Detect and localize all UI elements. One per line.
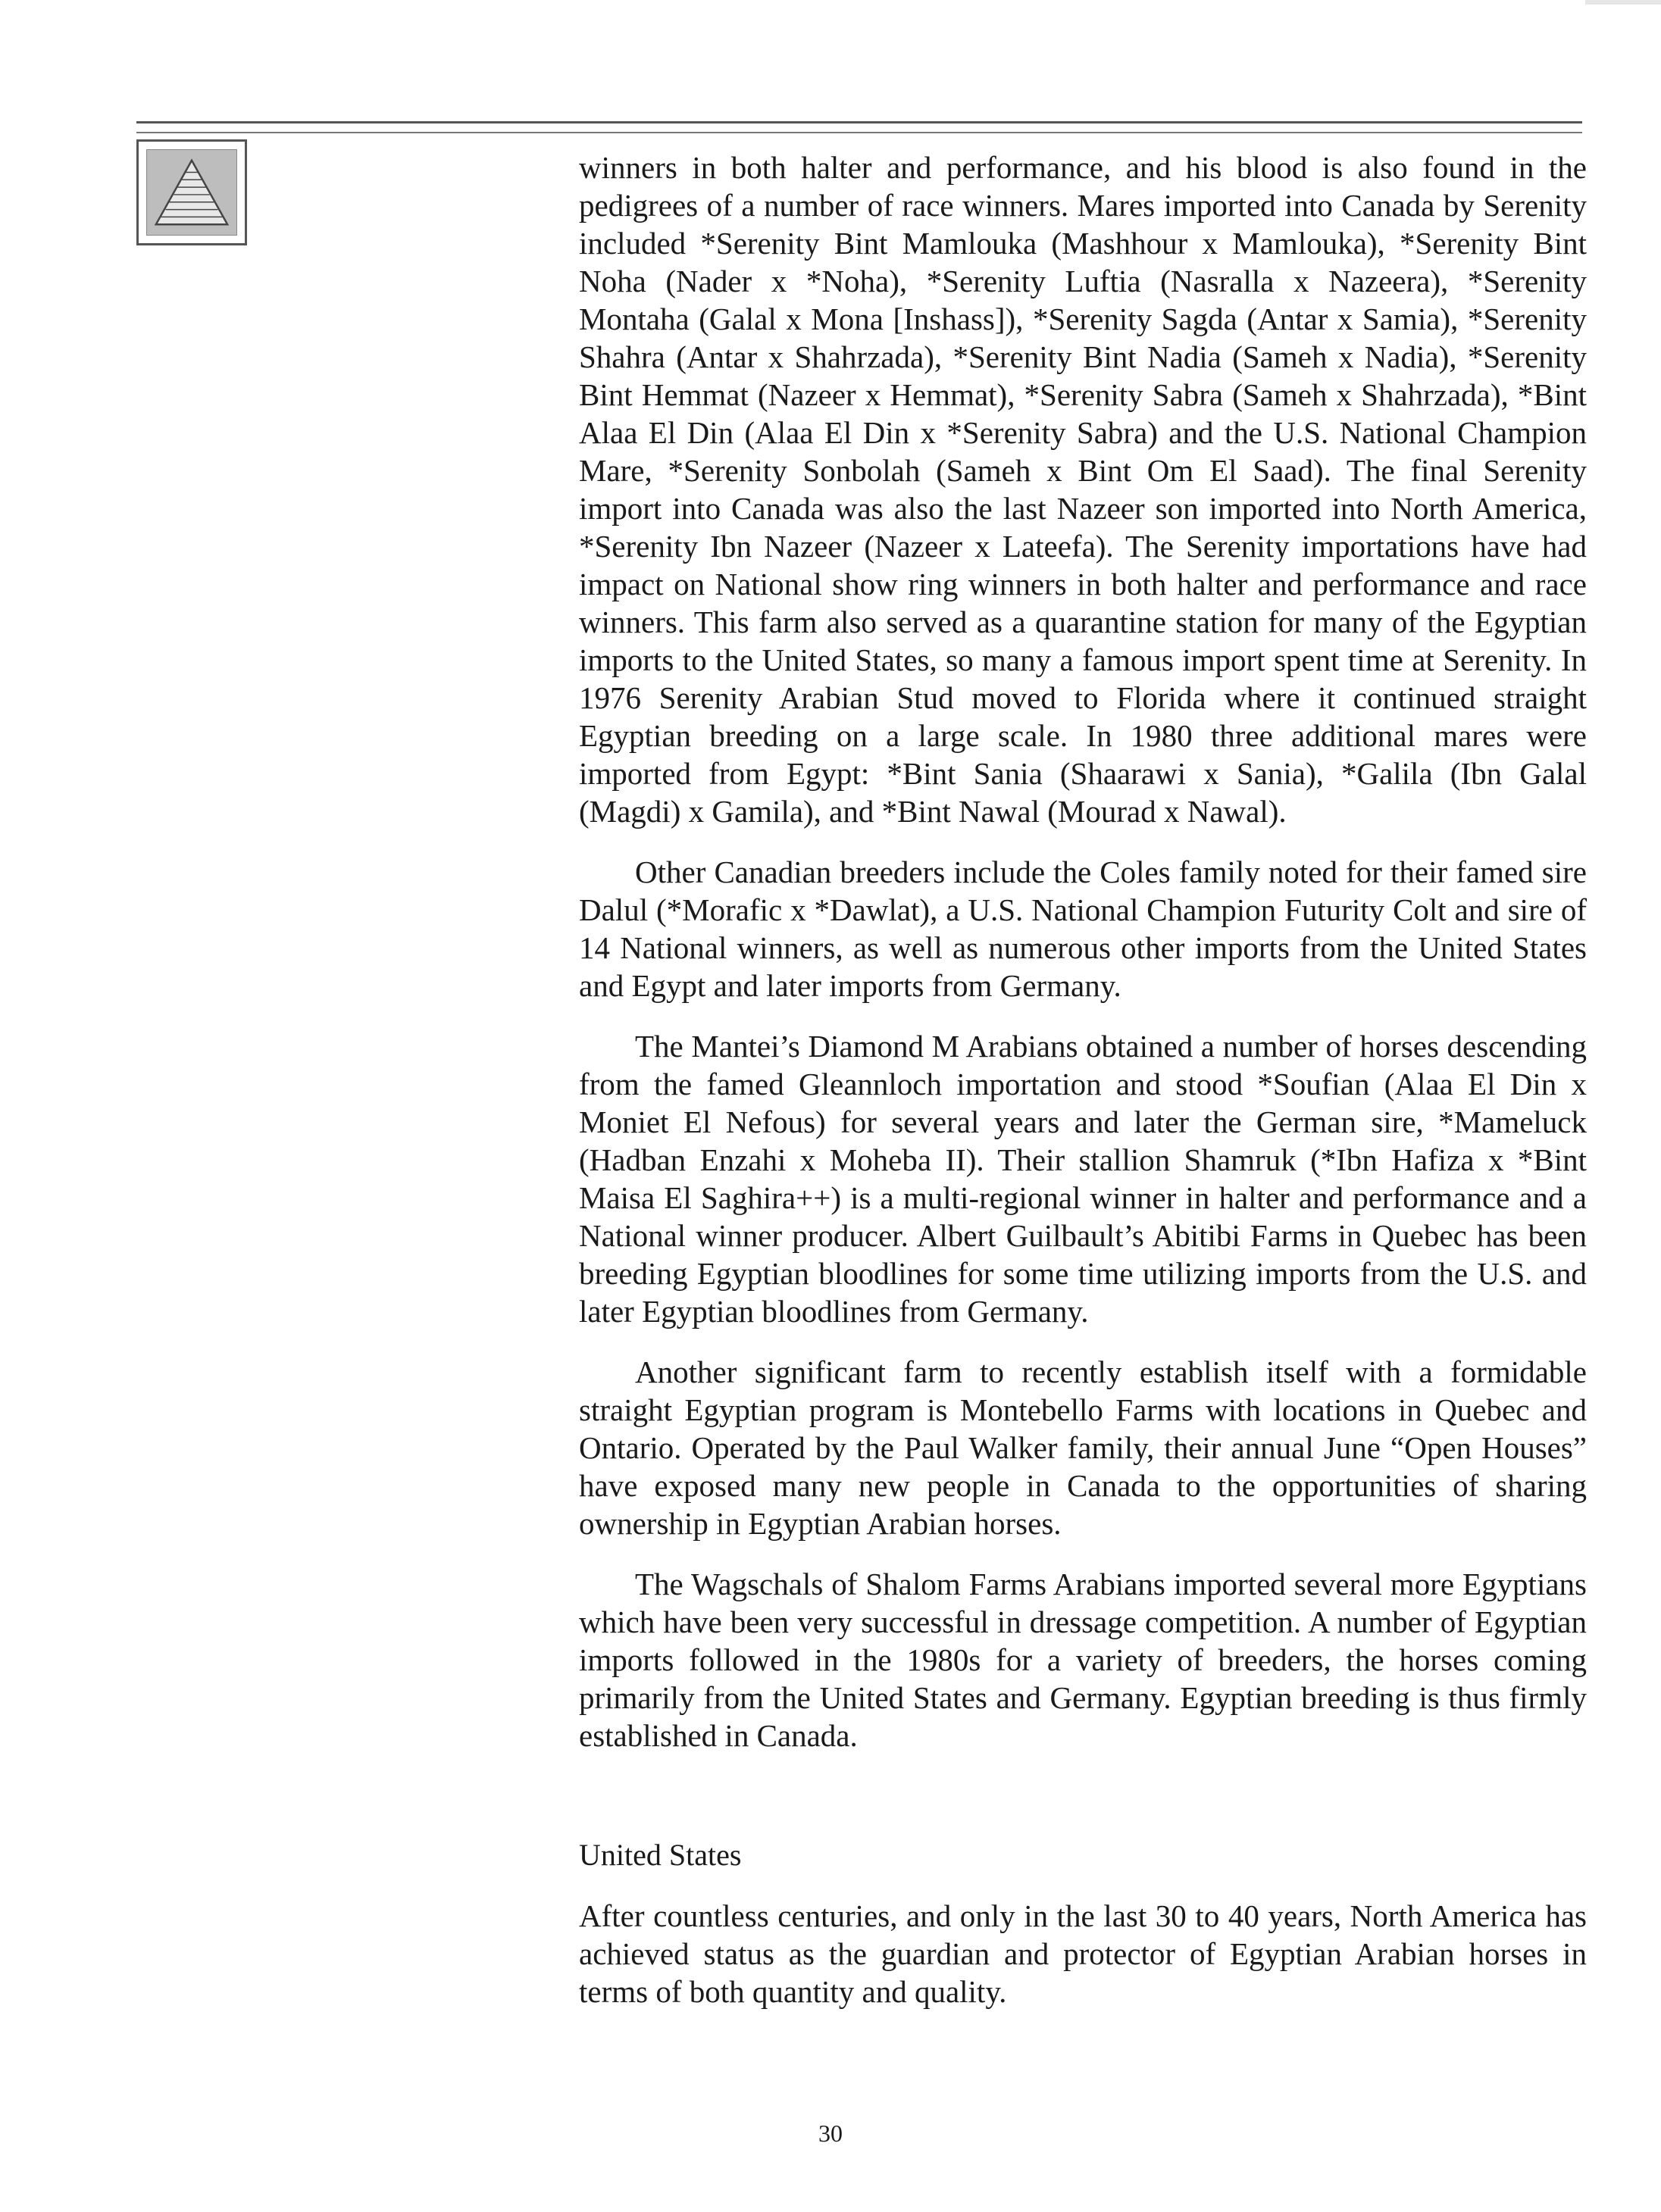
body-paragraph-diamond-m: The Mantei’s Diamond M Arabians obtained a number of horses descending from the famed Gleannloch importation and stood *Soufian (Alaa El Din x Moniet El Nefous) for several years and later the German sire, *Mameluck (Hadban Enzahi x Moheba II). Their stallion Shamruk (*Ibn Hafiza x *Bint Maisa El Saghira++) is a multi-regional winner in halter and performance and a National winner producer. Albert Guilbault’s Abitibi Farms in Quebec has been breeding Egyptian bloodlines for some time utilizing imports from the U.S. and later Egyptian bloodlines from Germany. xyxy=(579,1029,1587,1329)
header-rule-top xyxy=(136,121,1582,123)
pyramid-icon xyxy=(146,149,237,236)
body-paragraph-coles-family: Other Canadian breeders include the Coles family noted for their famed sire Dalul (*Morafic x *Dawlat), a U.S. National Champion Futurity Colt and sire of 14 National winners, as well as numerous other imports from the United States and Egypt and later imports from Germany. xyxy=(579,854,1587,1003)
body-paragraph-united-states: After countless centuries, and only in the last 30 to 40 years, North America has achieved status as the guardian and protector of Egyptian Arabian horses in terms of both quantity and quality. xyxy=(579,1898,1587,2009)
page-number: 30 xyxy=(818,2120,843,2147)
body-paragraph-continued: winners in both halter and performance, and his blood is also found in the pedigrees of a number of race winners. Mares imported into Canada by Serenity included *Serenity Bint Mamlouka (Mashhour x Mamlouka), *Serenity Bint Noha (Nader x *Noha), *Serenity Luftia (Nasralla x Nazeera), *Serenity Montaha (Galal x Mona [Inshass]), *Serenity Sagda (Antar x Samia), *Serenity Shahra (Antar x Shahrzada), *Serenity Bint Nadia (Sameh x Nadia), *Serenity Bint Hemmat (Nazeer x Hemmat), *Serenity Sabra (Sameh x Shahrzada), *Bint Alaa El Din (Alaa El Din x *Serenity Sabra) and the U.S. National Champion Mare, *Serenity Sonbolah (Sameh x Bint Om El Saad). The final Serenity import into Canada was also the last Nazeer son imported into North America, *Serenity Ibn Nazeer (Nazeer x Lateefa). The Serenity importations have had impact on National show ring winners in both halter and performance and race winners. This farm also served as a quarantine station for many of the Egyptian imports to the United States, so many a famous import spent time at Serenity. In 1976 Serenity Arabian Stud moved to Florida where it continued straight Egyptian breeding on a large scale. In 1980 three additional mares were imported from Egypt: *Bint Sania (Shaarawi x Sania), *Galila (Ibn Galal (Magdi) x Gamila), and *Bint Nawal (Mourad x Nawal). xyxy=(579,150,1587,829)
body-paragraph-montebello: Another significant farm to recently establish itself with a formidable straight Egyptian program is Montebello Farms with locations in Quebec and Ontario. Operated by the Paul Walker family, their annual June “Open Houses” have exposed many new people in Canada to the opportunities of sharing ownership in Egyptian Arabian horses. xyxy=(579,1354,1587,1541)
body-paragraph-shalom-farms: The Wagschals of Shalom Farms Arabians imported several more Egyptians which have been very successful in dressage competition. A number of Egyptian imports followed in the 1980s for a variety of breeders, the horses coming primarily from the United States and Germany. Egyptian breeding is thus firmly established in Canada. xyxy=(579,1567,1587,1753)
header-rule-bottom xyxy=(136,132,1582,133)
page-body xyxy=(579,148,1587,2033)
page-corner-tab xyxy=(1585,0,1661,5)
section-heading-united-states: United States xyxy=(579,1838,742,1872)
section-logo xyxy=(136,139,247,245)
